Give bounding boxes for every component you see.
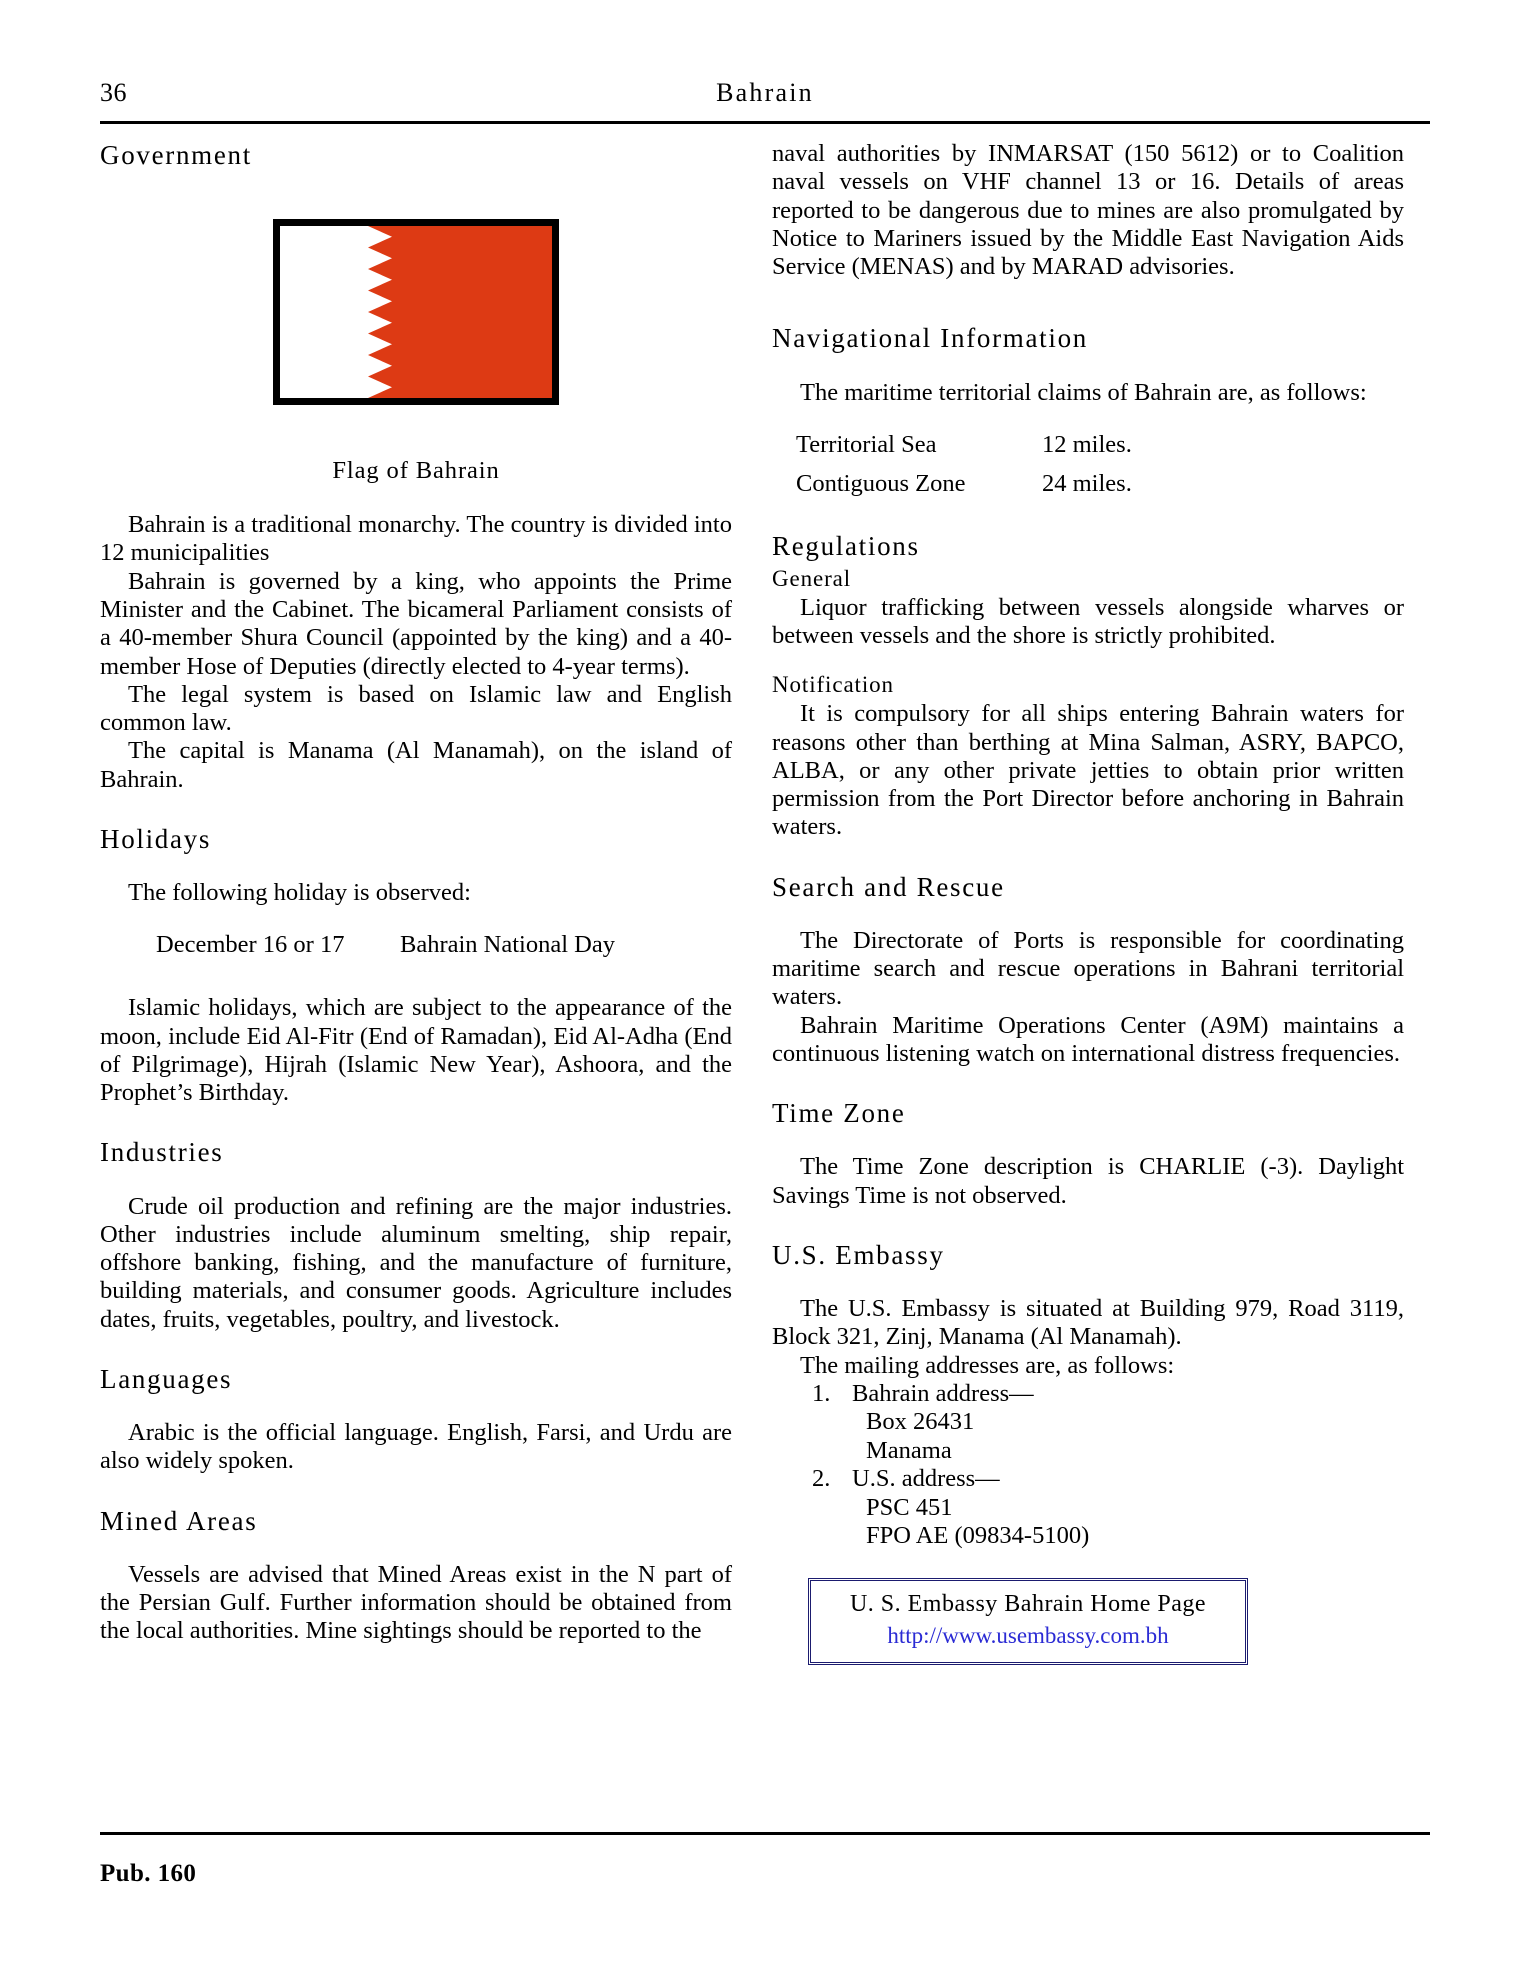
page-number: 36 xyxy=(100,78,127,107)
languages-paragraph-1: Arabic is the official language. English, Farsi, and Urdu are also widely spoken. xyxy=(100,1419,732,1475)
subheading-notification: Notification xyxy=(772,672,894,698)
heading-navigational-information: Navigational Information xyxy=(772,323,1088,354)
spacer xyxy=(100,970,732,994)
spacer xyxy=(772,365,1404,379)
spacer xyxy=(100,1405,732,1419)
embassy-home-page-box[interactable] xyxy=(808,1578,1248,1665)
embassy-home-page-link[interactable]: http://www.usembassy.com.bh xyxy=(887,1623,1169,1649)
table-row xyxy=(796,470,1132,509)
heading-mined-areas: Mined Areas xyxy=(100,1505,258,1536)
address-line-2-2: FPO AE (09834-5100) xyxy=(866,1521,1090,1549)
right-column xyxy=(772,140,1404,1665)
spacer xyxy=(772,1139,1404,1153)
address-line-1-1: Box 26431 xyxy=(866,1408,975,1436)
flag-of-bahrain-image xyxy=(273,219,559,405)
header-rule xyxy=(100,121,1430,124)
holidays-table xyxy=(156,931,615,970)
regulations-notification-text: It is compulsory for all ships entering Bahrain waters for reasons other than berthing at Mina Salman, ASRY, BAPCO, ALBA, or any other private jetties to obtain prior written permission from the Port Director before anchoring in Bahrain waters. xyxy=(772,700,1404,841)
search-and-rescue-paragraph-1: The Directorate of Ports is responsible for coordinating maritime search and rescue operations in Bahrani territorial waters. xyxy=(772,926,1404,1011)
list-item xyxy=(812,1465,1404,1550)
publication-number: Pub. 160 xyxy=(100,1860,197,1887)
claim-term-contiguous-zone: Contiguous Zone xyxy=(796,469,966,497)
heading-time-zone: Time Zone xyxy=(772,1098,906,1129)
industries-paragraph-1: Crude oil production and refining are the major industries. Other industries include aluminum smelting, ship repair, offshore banking, fishing, and the manufacture of furniture, building materials, and consumer goods. Agriculture includes dates, fruits, vegetables, poultry, and livestock. xyxy=(100,1192,732,1333)
heading-us-embassy: U.S. Embassy xyxy=(772,1239,945,1270)
running-head xyxy=(100,78,1430,112)
government-paragraph-1: Bahrain is a traditional monarchy. The country is divided into 12 municipalities xyxy=(100,511,732,567)
mined-areas-continuation: naval authorities by INMARSAT (150 5612) or to Coalition naval vessels on VHF channel 13 or 16. Details of areas reported to be dangerous due to mines are also promulgated by Notice to Mariners issued by the Middle East Navigation Aids Service (MENAS) and by MARAD advisories. xyxy=(772,140,1404,281)
us-embassy-paragraph-2: The mailing addresses are, as follows: xyxy=(800,1351,1175,1379)
heading-holidays: Holidays xyxy=(100,824,212,855)
address-label-2: U.S. address— xyxy=(852,1465,1000,1493)
holiday-date: December 16 or 17 xyxy=(156,931,345,959)
holiday-name: Bahrain National Day xyxy=(400,931,615,959)
footer-rule xyxy=(100,1832,1430,1835)
heading-regulations: Regulations xyxy=(772,530,920,561)
left-column xyxy=(100,140,732,1646)
claim-term-territorial-sea: Territorial Sea xyxy=(796,430,937,458)
claim-value-territorial-sea: 12 miles. xyxy=(1042,430,1132,458)
holidays-note: Islamic holidays, which are subject to the appearance of the moon, include Eid Al-Fitr (End of Ramadan), Eid Al-Adha (End of Pilgrimage), Hijrah (Islamic New Year), Ashoora, and the Prophet’s Birthday. xyxy=(100,994,732,1107)
spacer xyxy=(772,1281,1404,1295)
heading-languages: Languages xyxy=(100,1363,233,1394)
flag-figure xyxy=(100,219,732,485)
navigational-information-intro: The maritime territorial claims of Bahrain are, as follows: xyxy=(800,378,1367,406)
spacer xyxy=(100,865,732,879)
address-number-1: 1. xyxy=(812,1379,831,1407)
search-and-rescue-paragraph-2: Bahrain Maritime Operations Center (A9M) maintains a continuous listening watch on international distress frequencies. xyxy=(772,1011,1404,1067)
claim-value-contiguous-zone: 24 miles. xyxy=(1042,469,1132,497)
heading-government: Government xyxy=(100,140,252,170)
spacer xyxy=(100,1547,732,1561)
heading-search-and-rescue: Search and Rescue xyxy=(772,871,1005,902)
us-embassy-address-list xyxy=(772,1380,1404,1550)
government-paragraph-3: The legal system is based on Islamic law and English common law. xyxy=(100,680,732,737)
time-zone-paragraph-1: The Time Zone description is CHARLIE (-3). Daylight Savings Time is not observed. xyxy=(772,1153,1404,1209)
maritime-claims-table xyxy=(796,431,1132,509)
address-line-1-2: Manama xyxy=(866,1436,952,1464)
flag-caption: Flag of Bahrain xyxy=(332,457,500,485)
subheading-general: General xyxy=(772,565,852,591)
heading-industries: Industries xyxy=(100,1137,224,1168)
address-number-2: 2. xyxy=(812,1465,831,1493)
government-paragraph-4: The capital is Manama (Al Manamah), on the island of Bahrain. xyxy=(100,737,732,793)
table-row xyxy=(156,931,615,970)
spacer xyxy=(100,1179,732,1193)
flag-icon xyxy=(280,226,552,398)
spacer xyxy=(772,407,1404,431)
list-item xyxy=(812,1380,1404,1465)
spacer xyxy=(100,907,732,931)
embassy-home-page-title: U. S. Embassy Bahrain Home Page xyxy=(849,1591,1207,1618)
mined-areas-paragraph-1: Vessels are advised that Mined Areas exist in the N part of the Persian Gulf. Further information should be obtained from the local authorities. Mine sightings should be reported to the xyxy=(100,1560,732,1645)
spacer xyxy=(772,913,1404,927)
address-line-2-1: PSC 451 xyxy=(866,1493,953,1521)
us-embassy-paragraph-1: The U.S. Embassy is situated at Building 979, Road 3119, Block 321, Zinj, Manama (Al Manamah). xyxy=(772,1294,1404,1351)
holidays-intro: The following holiday is observed: xyxy=(128,879,471,907)
regulations-general-text: Liquor trafficking between vessels alongside wharves or between vessels and the shore is strictly prohibited. xyxy=(772,593,1404,649)
government-paragraph-2: Bahrain is governed by a king, who appoints the Prime Minister and the Cabinet. The bicameral Parliament consists of a 40-member Shura Council (appointed by the king) and a 40-member Hose of Deputies (directly elected to 4-year terms). xyxy=(100,567,732,680)
table-row xyxy=(796,431,1132,470)
address-label-1: Bahrain address— xyxy=(852,1379,1034,1407)
running-head-title: Bahrain xyxy=(716,78,814,107)
